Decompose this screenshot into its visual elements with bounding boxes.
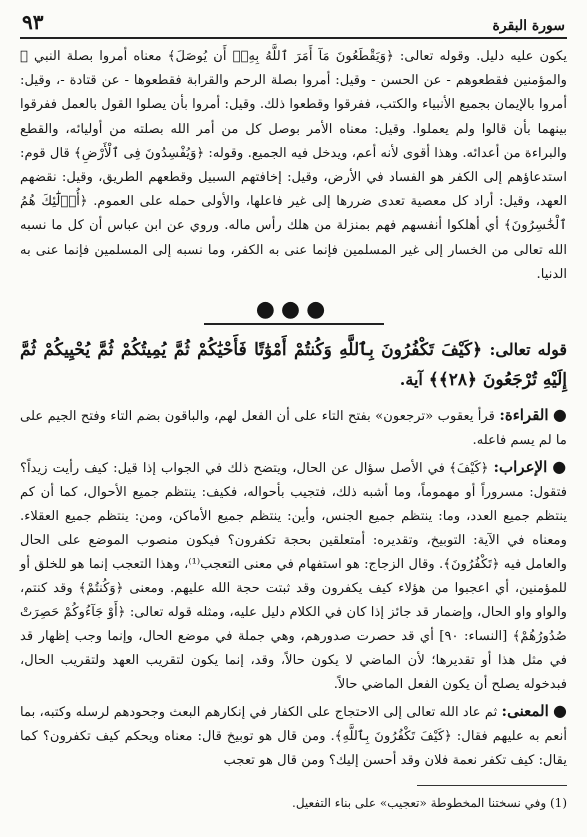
footnote: (1) وفي نسختنا المخطوطة «تعجيب» على بناء التفعيل. [292, 796, 567, 811]
qiraa-text: قرأ يعقوب «ترجعون» بفتح التاء على أن الفعل لهم، والباقون بضم التاء وفتح الجيم على ما لم يسم فاعله. [20, 409, 567, 449]
section-separator: ●●● [255, 297, 332, 323]
verse-text: ﴿كَيْفَ تَكْفُرُونَ بِٱللَّهِ وَكُنتُمْ أَمْوَٰتًا فَأَحْيَٰكُمْ ثُمَّ يُمِيتُكُمْ ثُمَّ يُحْيِيكُمْ ثُمَّ إِلَيْهِ تُرْجَعُونَ ﴿٢٨﴾﴾ [20, 340, 567, 391]
bullet-icon: ● [552, 457, 567, 477]
bullet-icon: ● [552, 701, 567, 721]
verse-intro: قوله تعالى: [489, 340, 567, 360]
irab-label: الإعراب: [493, 458, 548, 477]
tafsir-paragraph: يكون عليه دليل. وقوله تعالى: ﴿وَيَقْطَعُونَ مَآ أَمَرَ ٱللَّهُ بِهِۦٓ أَن يُوصَلَ﴾ معناه أمروا بصلة النبي ﷺ والمؤمنين فقطعوهم - عن الحسن - وقيل: أمروا بصلة الرحم والقرابة فقطعوها - عن قتادة -، وقيل: أمروا بالإيمان بجميع الأنبياء والكتب، ففرقوا وقطعوا ذلك. وقيل: أمروا بأن يصلوا القول بالعمل ففرقوا بينهما بأن قالوا ولم يعملوا. وقيل: معناه الأمر بوصل كل من أمر الله بصلته من أوليائه، والقطع والبراءة من أعدائه. وهذا أقوى لأنه أعم، ويدخل فيه الجميع. وقوله: ﴿وَيُفْسِدُونَ فِى ٱلْأَرْضِ﴾ قال قوم: استدعاؤهم إلى الكفر هو الفساد في الأرض، وقيل: إخافتهم السبيل وقطعهم الطريق، وقيل: نقضهم العهد، وقيل: أراد كل معصية تعدى ضررها إلى غير فاعلها، والأولى حمله على العموم. ﴿أُو۟لَٰٓئِكَ هُمُ ٱلْخَٰسِرُونَ﴾ أي أهلكوا أنفسهم فهم بمنزلة من هلك رأس ماله. وروي عن ابن عباس أن كل ما نسبه الله تعالى من الخسار إلى غير المسلمين فإنما عنى به الكفر، وما نسبه إلى المسلمين فإنما عنى به الدنيا. [20, 49, 567, 282]
qiraa-section [20, 403, 567, 453]
bullet-icon: ● [552, 405, 567, 425]
qiraa-label: القراءة: [499, 406, 549, 425]
separator-rule [204, 323, 384, 325]
irab-text: ﴿كَيْفَ﴾ في الأصل سؤال عن الحال، ويتضح ذلك في الجواب إذا قيل: كيف رأيت زيداً؟ فتقول: مسروراً أو مهموماً، وما أشبه ذلك، فتجيب بأحواله، فكيف: ينتظم جميع الأحوال، كما أن كم ينتظم جميع العدد، وما: ينتظم جميع الجنس، وأين: ينتظم جميع الأماكن، ومن: ينتظم جميع العقلاء. ومعناه في الآية: التوبيخ، وتقديره: أمتعلقين بحجة تكفرون؟ فيكون منصوب الموضع على الحال والعامل فيه ﴿تَكْفُرُونَ﴾. وقال الزجاج: هو استفهام في معنى التعجب⁽¹⁾، وهذا التعجب إنما هو للخلق أو للمؤمنين، أي اعجبوا من هؤلاء كيف يكفرون وقد ثبتت حجة الله عليهم. ومعنى ﴿وَكُنتُمْ﴾ وقد كنتم، والواو واو الحال، وإضمار قد جائز إذا كان في الكلام دليل عليه، ومثله قوله تعالى: ﴿أَوْ جَآءُوكُمْ حَصِرَتْ صُدُورُهُمْ﴾ [النساء: ٩٠] أي قد حصرت صدورهم، وهي جملة في موضع الحال، وإنما وجب إظهار قد في مثل هذا أو تقديرها؛ لأن الماضي لا يكون حالاً، وقد، إنما يكون لتقريب العهد ولتقريب الحال، فبدخوله يصلح أن يكون الفعل الماضي حالاً. [20, 461, 568, 693]
verse-block [20, 335, 567, 395]
maana-section [20, 699, 567, 773]
maana-text: ثم عاد الله تعالى إلى الاحتجاج على الكفار في إنكارهم البعث وجحودهم لرسله وكتبه، بما أنعم به عليهم فقال: ﴿كَيْفَ تَكْفُرُونَ بِٱللَّهِ﴾. ومن قال هو توبيخ قال: معناه ويحكم كيف تكفرون؟ كما يقال: كيف تكفر نعمة فلان وقد أحسن إليك؟ ومن قال هو تعجب [20, 705, 567, 769]
irab-section [20, 455, 567, 697]
footnote-rule [417, 785, 567, 786]
surah-title: سورة البقرة [492, 18, 565, 34]
page-header [20, 8, 567, 39]
page-number: ٩٣ [22, 10, 44, 34]
verse-suffix: آية. [399, 370, 423, 390]
maana-label: المعنى: [501, 702, 549, 721]
